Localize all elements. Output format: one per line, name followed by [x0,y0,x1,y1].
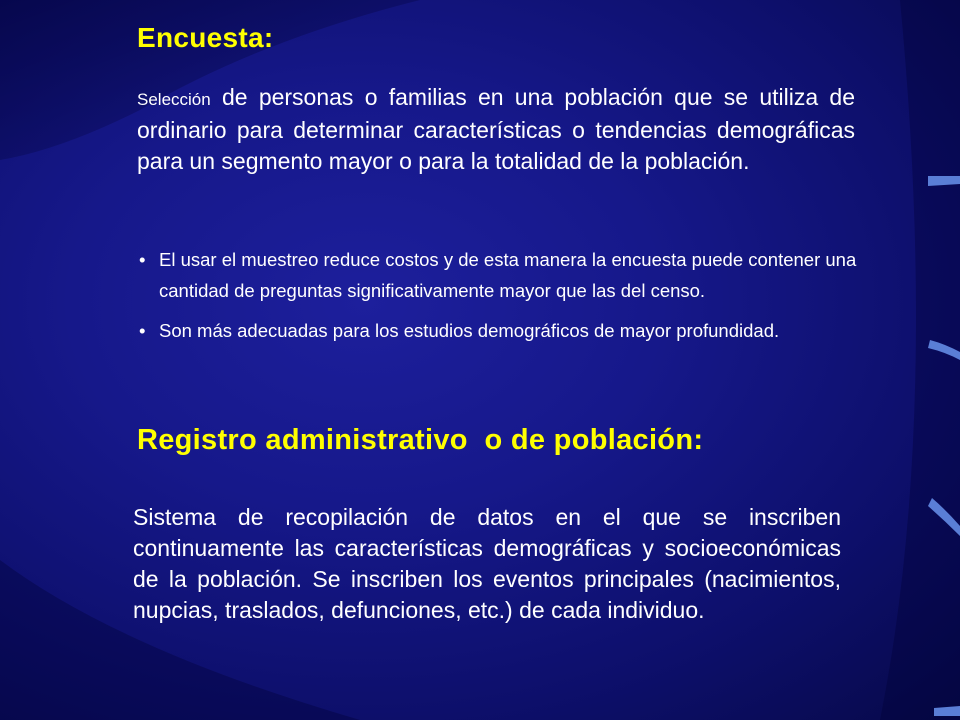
encuesta-definition [137,82,855,177]
dark-sweep-right [880,0,960,720]
bullet-dot: • [139,320,146,341]
bullet-text: El usar el muestreo reduce costos y de esta manera la encuesta puede contener una cantidad de preguntas significativamente mayor que las del censo. [159,249,857,301]
definition-rest: de personas o familias en una población que se utiliza de ordinario para determinar características o tendencias demográficas para un segmento mayor o para la totalidad de la población. [137,84,855,174]
section-title-registro: Registro administrativo o de población: [137,424,704,456]
encuesta-bullet-list [137,244,857,355]
definition-lead-word: Selección [137,90,211,109]
bullet-dot: • [139,249,146,270]
registro-definition: Sistema de recopilación de datos en el que se inscriben continuamente las características demográficas y socioeconómicas de la población. Se inscriben los eventos principales (nacimientos, nupcias, traslados, defunciones, etc.) de cada individuo. [133,504,841,623]
bullet-item [137,244,857,306]
section-title-encuesta: Encuesta: [137,22,274,53]
bullet-text: Son más adecuadas para los estudios demográficos de mayor profundidad. [159,320,780,341]
bullet-item [137,315,857,346]
